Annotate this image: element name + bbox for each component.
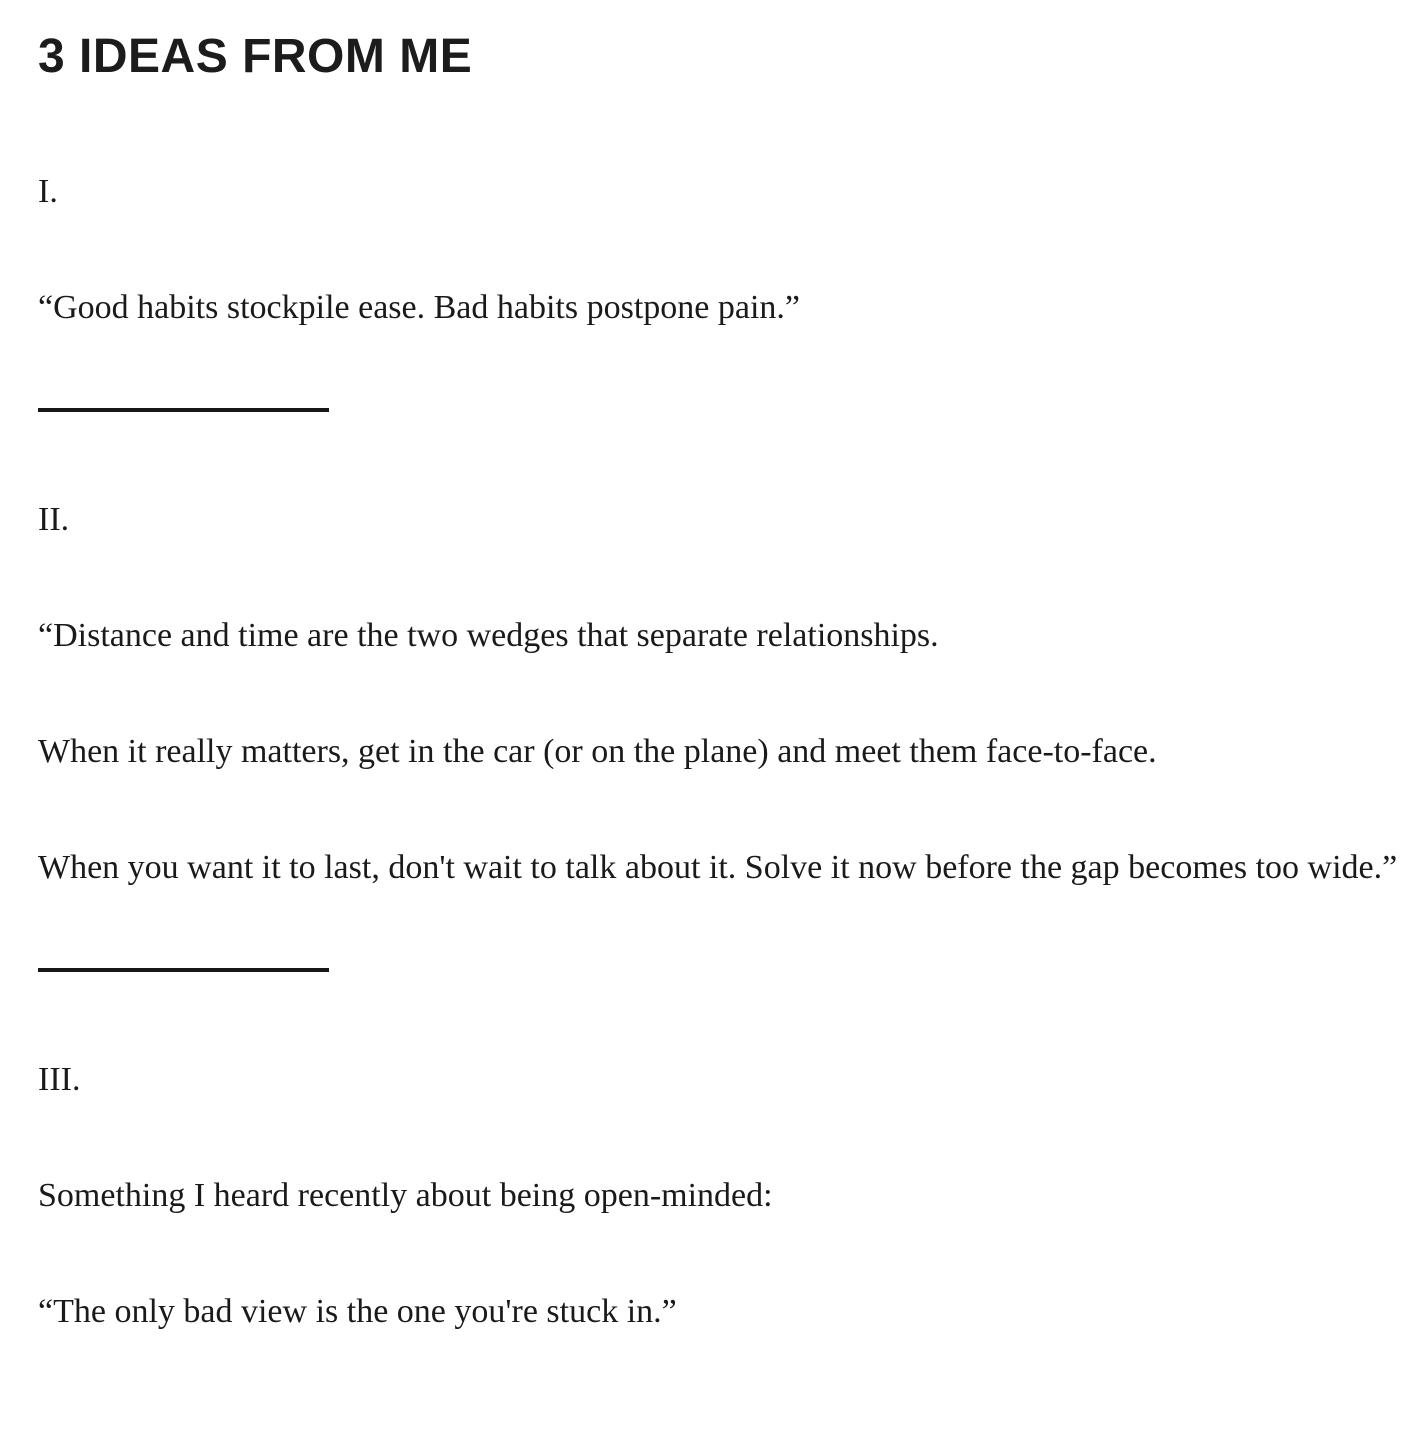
section-one — [38, 160, 1416, 340]
section-one-numeral: I. — [38, 173, 58, 210]
section-three-numeral: III. — [38, 1061, 81, 1098]
section-one-quote: “Good habits stockpile ease. Bad habits postpone pain.” — [38, 289, 800, 326]
section-two-quote-line-3: When you want it to last, don't wait to talk about it. Solve it now before the gap becomes too wide.” — [38, 849, 1398, 886]
section-three — [38, 1048, 1416, 1344]
section-two-quote-line-1: “Distance and time are the two wedges that separate relationships. — [38, 617, 939, 654]
section-three-quote: “The only bad view is the one you're stuck in.” — [38, 1293, 677, 1330]
section-two-quote-line-2: When it really matters, get in the car (or on the plane) and meet them face-to-face. — [38, 733, 1157, 770]
page-title: 3 IDEAS FROM ME — [38, 30, 473, 83]
section-three-intro: Something I heard recently about being open-minded: — [38, 1177, 773, 1214]
section-two-numeral: II. — [38, 501, 70, 538]
newsletter-article — [38, 28, 1416, 1344]
section-divider — [38, 408, 329, 412]
section-two — [38, 488, 1416, 900]
section-divider — [38, 968, 329, 972]
